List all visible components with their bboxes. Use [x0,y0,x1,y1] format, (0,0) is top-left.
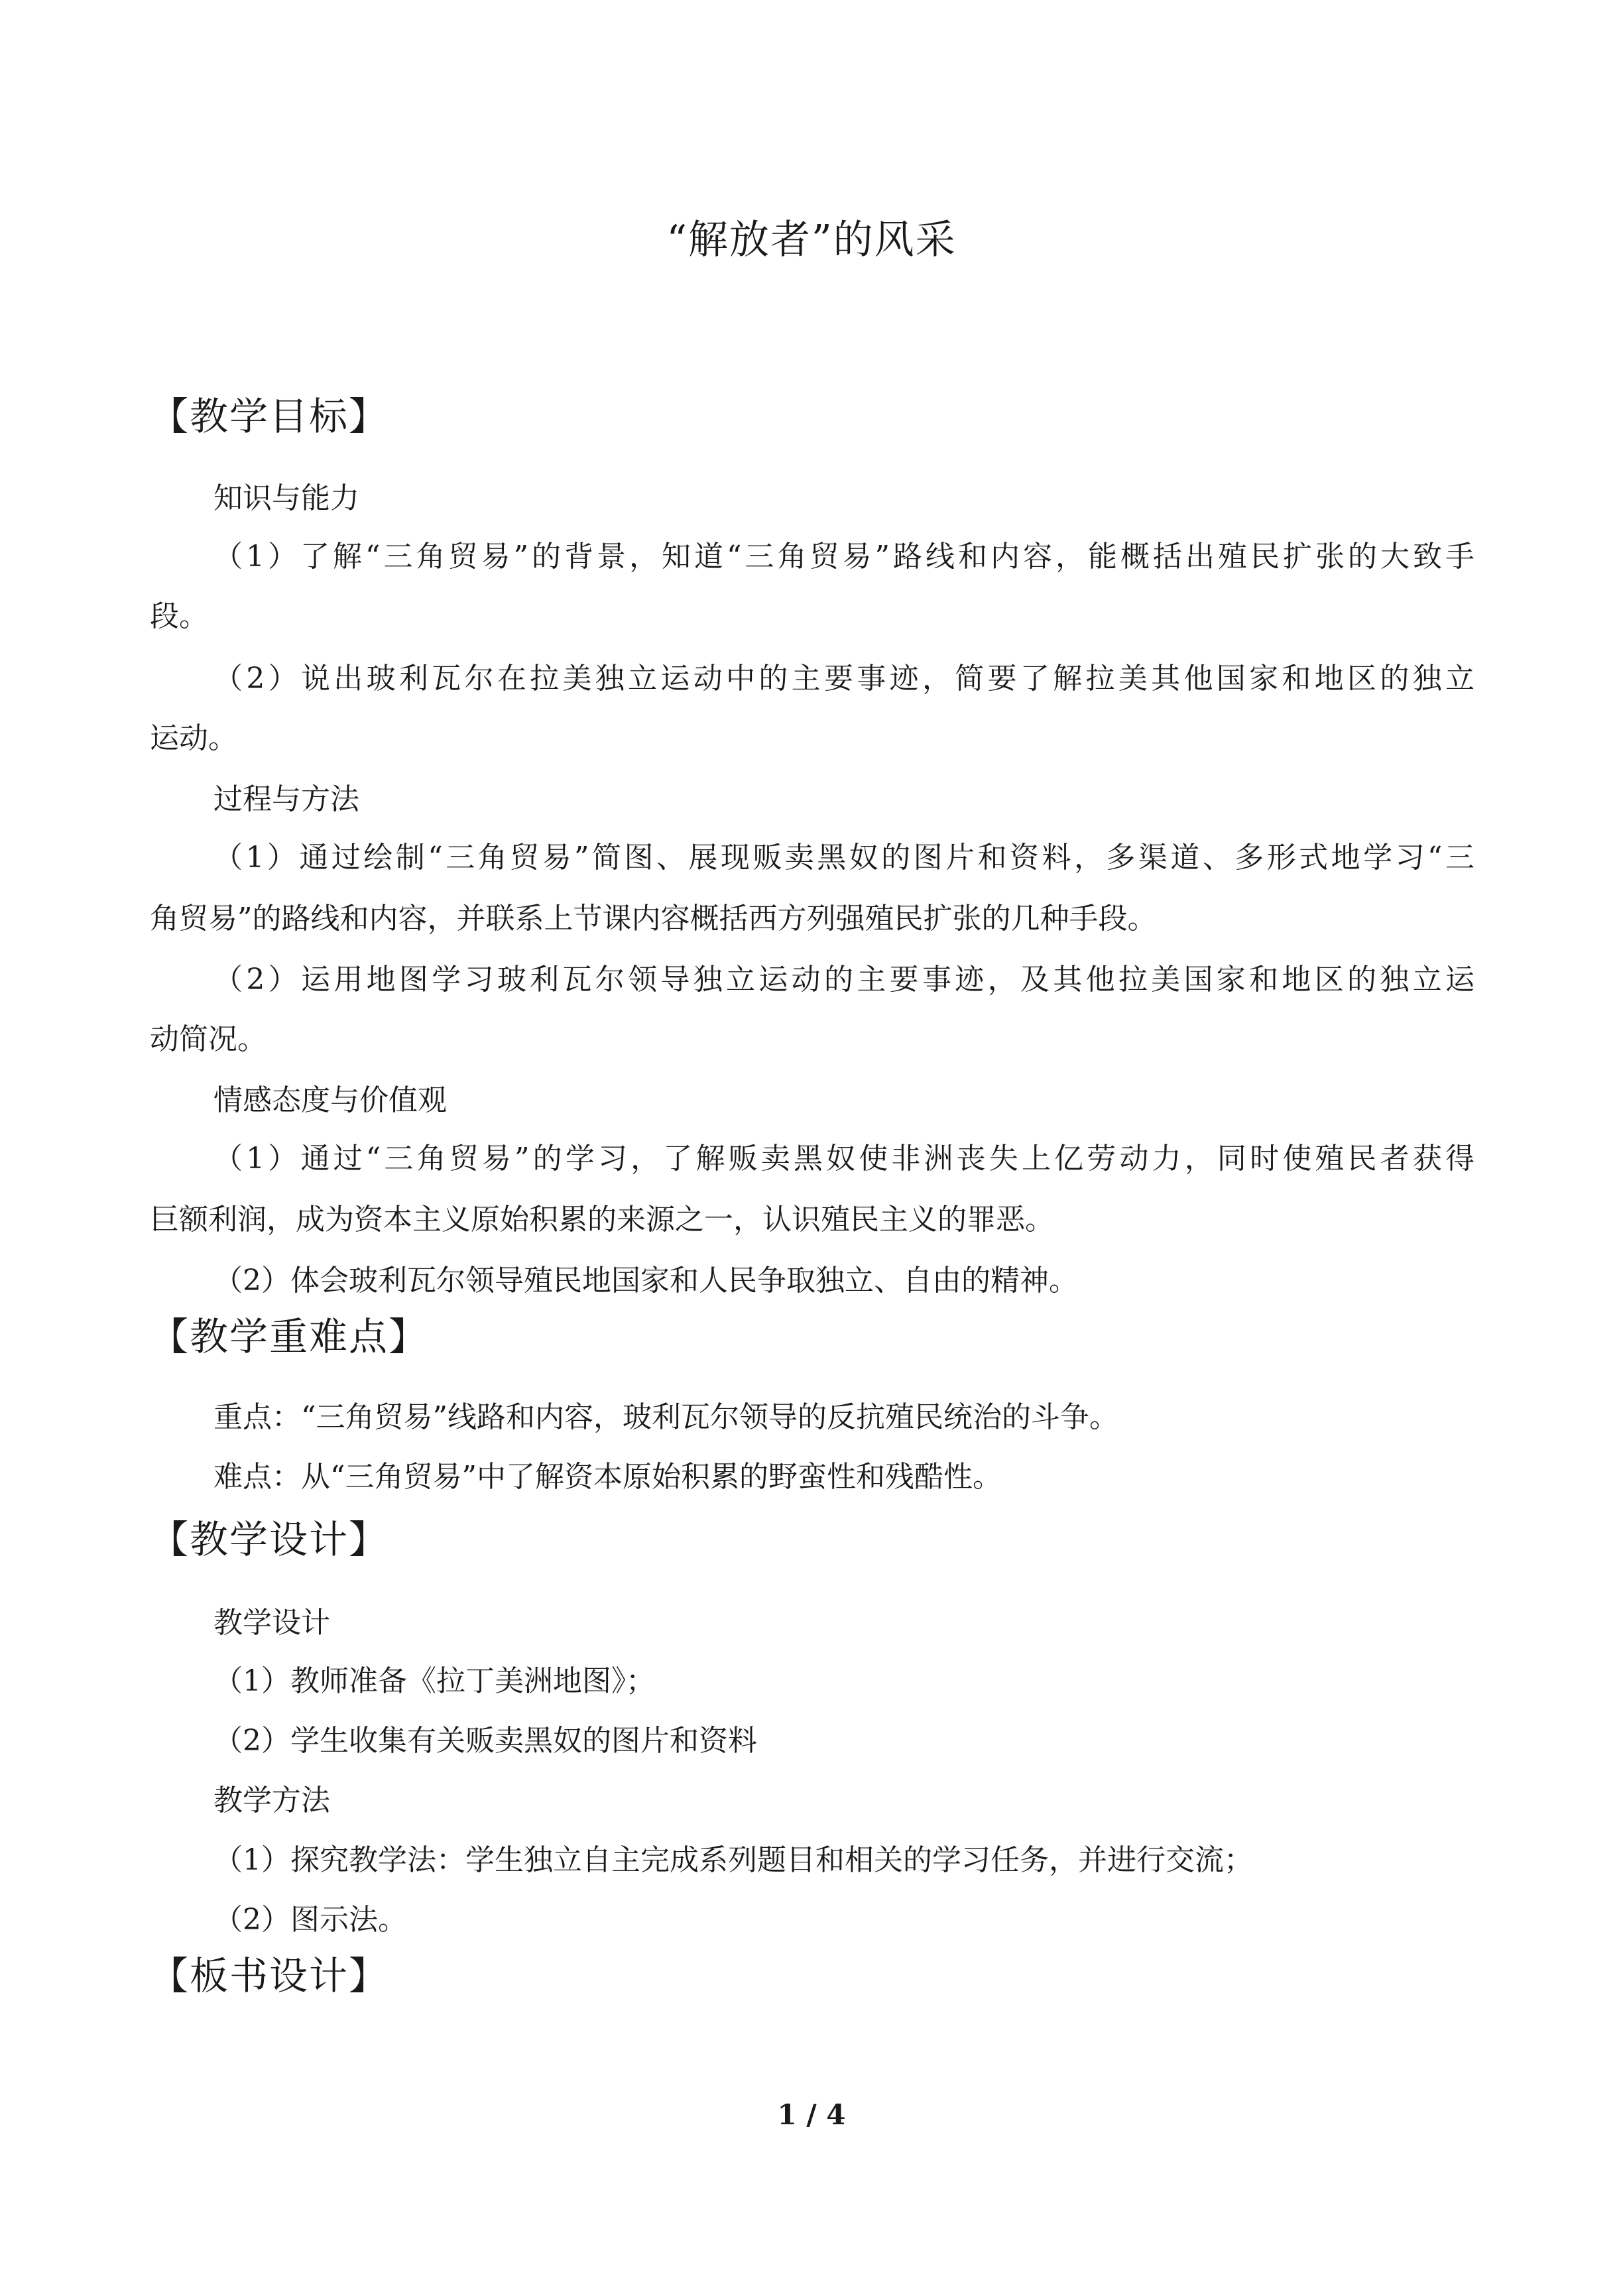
paragraph-line: （2）体会玻利瓦尔领导殖民地国家和人民争取独立、自由的精神。 [213,1264,1078,1298]
subheading-emotion: 情感态度与价值观 [213,1083,447,1117]
paragraph-line: （1）通过绘制“三角贸易”简图、展现贩卖黑奴的图片和资料，多渠道、多形式地学习“三 [213,841,1474,875]
section-heading-board: 【板书设计】 [150,1953,389,1998]
paragraph-line: （1）了解“三角贸易”的背景，知道“三角贸易”路线和内容，能概括出殖民扩张的大致手 [213,540,1474,574]
subheading-knowledge: 知识与能力 [213,481,359,515]
paragraph-line: （2）说出玻利瓦尔在拉美独立运动中的主要事迹，简要了解拉美其他国家和地区的独立 [213,662,1474,695]
list-item: （2）学生收集有关贩卖黑奴的图片和资料 [213,1724,757,1758]
paragraph-line: 段。 [150,599,208,633]
subheading-process: 过程与方法 [213,782,359,816]
paragraph-line: 巨额利润，成为资本主义原始积累的来源之一，认识殖民主义的罪恶。 [150,1203,1054,1237]
list-item: （1）探究教学法：学生独立自主完成系列题目和相关的学习任务，并进行交流； [213,1843,1253,1877]
document-title: “解放者”的风采 [666,217,957,263]
subheading-method: 教学方法 [213,1783,330,1817]
list-item: （2）图示法。 [213,1903,407,1937]
section-heading-key-points: 【教学重难点】 [150,1314,429,1359]
paragraph-line: （1）通过“三角贸易”的学习，了解贩卖黑奴使非洲丧失上亿劳动力，同时使殖民者获得 [213,1142,1474,1176]
paragraph-line: （2）运用地图学习玻利瓦尔领导独立运动的主要事迹，及其他拉美国家和地区的独立运 [213,963,1474,997]
subheading-design: 教学设计 [213,1606,330,1640]
paragraph-line: 角贸易”的路线和内容，并联系上节课内容概括西方列强殖民扩张的几种手段。 [150,902,1157,936]
paragraph-line: 动简况。 [150,1022,267,1056]
key-point-text: 重点：“三角贸易”线路和内容，玻利瓦尔领导的反抗殖民统治的斗争。 [213,1400,1118,1434]
section-heading-objectives: 【教学目标】 [150,394,389,439]
page-number: 1 / 4 [777,2098,846,2131]
difficult-point-text: 难点：从“三角贸易”中了解资本原始积累的野蛮性和残酷性。 [213,1460,1002,1494]
list-item: （1）教师准备《拉丁美洲地图》； [213,1664,655,1698]
paragraph-line: 运动。 [150,721,237,755]
section-heading-design: 【教学设计】 [150,1517,389,1562]
